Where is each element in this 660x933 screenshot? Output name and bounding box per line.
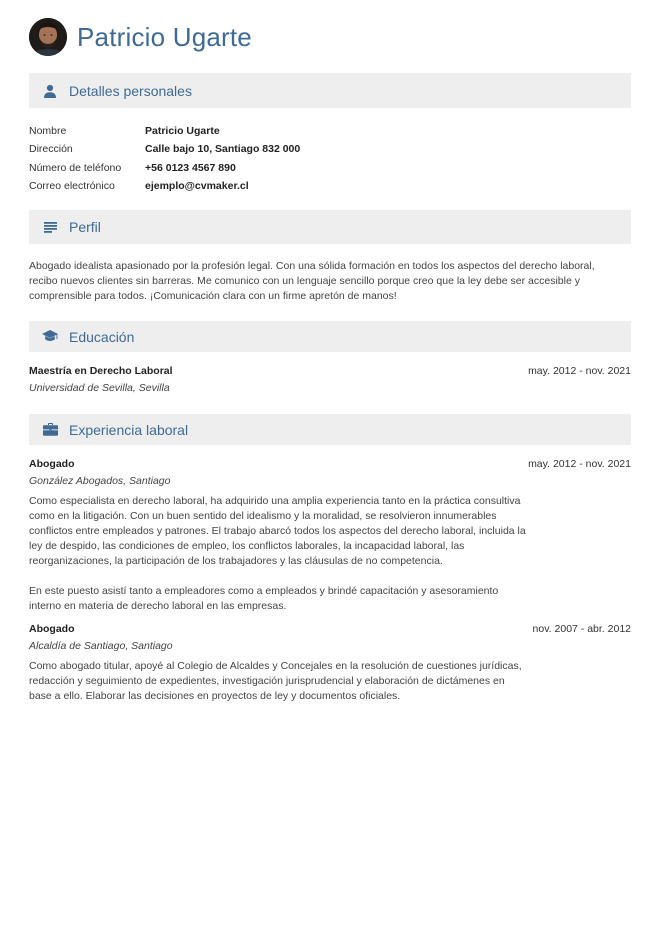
detail-value: Calle bajo 10, Santiago 832 000 xyxy=(145,143,301,156)
detail-label: Correo electrónico xyxy=(29,179,115,192)
personal-details xyxy=(29,122,300,195)
detail-row-phone xyxy=(29,159,300,177)
detail-row-address xyxy=(29,140,300,158)
detail-value: Patricio Ugarte xyxy=(145,125,220,137)
detail-label: Número de teléfono xyxy=(29,161,122,174)
detail-label: Dirección xyxy=(29,143,73,156)
job-company: González Abogados, Santiago xyxy=(29,475,171,487)
briefcase-icon xyxy=(42,422,58,438)
job-company: Alcaldía de Santiago, Santiago xyxy=(29,640,173,652)
section-education xyxy=(29,321,631,352)
detail-value: ejemplo@cvmaker.cl xyxy=(145,179,249,192)
lines-icon xyxy=(42,219,58,235)
job-description: Como especialista en derecho laboral, ha adquirido una amplia experiencia tanto en la práctica consultiva como en la litigación. Con un buen sentido del idealismo y la moralidad, se resolvieron innumerables conflictos entre empleados y patrones. El trabajo abarcó todos los aspectos del derecho laboral, incluida la ley de despido, las condiciones de empleo, los conflictos laborales, la incapacidad laboral, las reorganizaciones, la participación de los trabajadores y las cláusulas de no competencia. xyxy=(29,495,526,567)
job-description: En este puesto asistí tanto a empleadores como a empleados y brindé capacitación y asesoramiento interno en materia de derecho laboral en las empresas. xyxy=(29,585,499,612)
section-title-experience: Experiencia laboral xyxy=(69,421,189,438)
detail-label: Nombre xyxy=(29,125,67,137)
education-dates: may. 2012 - nov. 2021 xyxy=(528,365,631,377)
section-profile xyxy=(29,210,631,244)
detail-row-email xyxy=(29,177,300,195)
job-title: Abogado xyxy=(29,458,75,470)
detail-row-name xyxy=(29,122,300,140)
section-personal-details xyxy=(29,73,631,108)
candidate-name: Patricio Ugarte xyxy=(77,22,252,52)
job-dates: may. 2012 - nov. 2021 xyxy=(528,458,631,470)
section-title-personal: Detalles personales xyxy=(69,82,192,99)
education-institution: Universidad de Sevilla, Sevilla xyxy=(29,382,170,394)
detail-value: +56 0123 4567 890 xyxy=(145,161,236,174)
job-dates: nov. 2007 - abr. 2012 xyxy=(532,623,631,635)
section-title-education: Educación xyxy=(69,328,135,345)
graduation-cap-icon xyxy=(42,329,58,345)
resume-header xyxy=(29,18,252,56)
section-experience xyxy=(29,414,631,445)
person-icon xyxy=(42,83,58,99)
profile-text: Abogado idealista apasionado por la profesión legal. Con una sólida formación en todos los aspectos del derecho laboral, recibo nuevos clientes sin barreras. Me comunico con un lenguaje sencillo porque creo que la ley debe ser accesible y comprensible para todos. ¡Comunicación clara con un firme apretón de manos! xyxy=(29,260,595,302)
section-title-profile: Perfil xyxy=(69,219,101,235)
education-degree: Maestría en Derecho Laboral xyxy=(29,365,173,377)
job-title: Abogado xyxy=(29,623,75,635)
avatar xyxy=(29,18,67,56)
job-description: Como abogado titular, apoyé al Colegio de Alcaldes y Concejales en la resolución de cuestiones jurídicas, redacción y seguimiento de expedientes, investigación jurisprudencial y elaboración de dictámenes en base a ello. Elaborar las decisiones en proyectos de ley y documentos oficiales. xyxy=(29,660,522,702)
